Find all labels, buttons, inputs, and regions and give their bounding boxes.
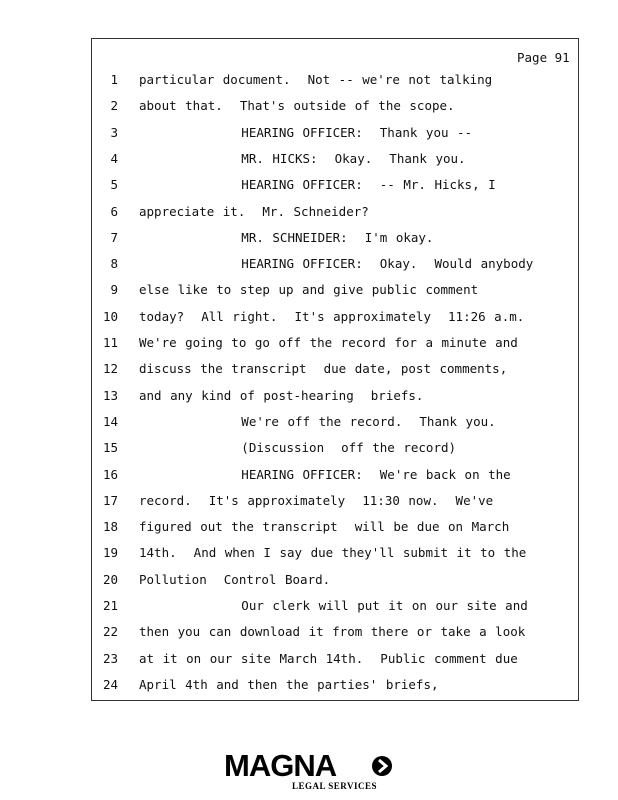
line-text: record. It's approximately 11:30 now. We've (139, 492, 494, 508)
transcript-line (0, 230, 618, 256)
transcript-line (0, 651, 618, 677)
page-number: Page 91 (517, 50, 570, 65)
transcript-line (0, 98, 618, 124)
transcript-line (0, 335, 618, 361)
line-text: April 4th and then the parties' briefs, (139, 676, 439, 692)
line-number: 20 (102, 571, 118, 587)
line-text: (Discussion off the record) (139, 440, 457, 456)
line-text: about that. That's outside of the scope. (139, 98, 455, 114)
line-number: 24 (102, 676, 118, 692)
chevron-circle-icon (371, 755, 393, 777)
line-number: 4 (110, 150, 118, 166)
line-text: and any kind of post-hearing briefs. (139, 387, 424, 403)
line-text: HEARING OFFICER: Okay. Would anybody (139, 256, 534, 272)
line-number: 5 (110, 177, 118, 193)
transcript-line (0, 519, 618, 545)
line-text: HEARING OFFICER: We're back on the (139, 466, 511, 482)
line-text: MR. SCHNEIDER: I'm okay. (139, 229, 434, 245)
transcript-line (0, 388, 618, 414)
transcript-line (0, 677, 618, 703)
transcript-line (0, 598, 618, 624)
line-number: 23 (102, 650, 118, 666)
transcript-line (0, 204, 618, 230)
line-number: 2 (110, 98, 118, 114)
transcript-line (0, 125, 618, 151)
transcript-line (0, 151, 618, 177)
transcript-line (0, 282, 618, 308)
transcript-line (0, 309, 618, 335)
line-text: particular document. Not -- we're not talking (139, 72, 493, 87)
line-text: then you can download it from there or take a look (139, 624, 526, 640)
magna-logo (224, 748, 396, 794)
line-number: 7 (110, 229, 118, 245)
transcript-line (0, 493, 618, 519)
line-number: 3 (110, 124, 118, 140)
line-text: appreciate it. Mr. Schneider? (139, 203, 369, 219)
logo-wordmark: MAGNA (224, 748, 337, 783)
line-number: 14 (102, 413, 118, 429)
line-number: 10 (102, 308, 118, 324)
transcript-line (0, 256, 618, 282)
line-text: discuss the transcript due date, post comments, (139, 361, 508, 377)
line-text: else like to step up and give public comment (139, 282, 479, 298)
transcript-line (0, 467, 618, 493)
line-number: 12 (102, 361, 118, 377)
transcript-line (0, 72, 618, 98)
line-number: 21 (102, 598, 118, 613)
line-number: 22 (102, 624, 118, 640)
line-number: 16 (102, 466, 118, 482)
transcript-line (0, 440, 618, 466)
transcript-line (0, 361, 618, 387)
line-number: 6 (110, 203, 118, 219)
line-text: Our clerk will put it on our site and (139, 598, 528, 613)
line-text: We're off the record. Thank you. (139, 413, 496, 429)
line-text: figured out the transcript will be due on March (139, 519, 510, 535)
line-number: 19 (102, 545, 118, 561)
line-text: We're going to go off the record for a minute and (139, 335, 518, 350)
line-text: HEARING OFFICER: -- Mr. Hicks, I (139, 177, 496, 193)
transcript-line (0, 624, 618, 650)
line-number: 9 (110, 282, 118, 298)
line-number: 11 (102, 335, 118, 350)
transcript-line (0, 177, 618, 203)
line-text: 14th. And when I say due they'll submit it to the (139, 545, 527, 561)
line-text: today? All right. It's approximately 11:26 a.m. (139, 308, 525, 324)
transcript-line (0, 414, 618, 440)
line-number: 17 (102, 492, 118, 508)
line-number: 13 (102, 387, 118, 403)
line-text: Pollution Control Board. (139, 571, 331, 587)
line-number: 15 (102, 440, 118, 456)
line-number: 18 (102, 519, 118, 535)
transcript-line (0, 572, 618, 598)
line-text: at it on our site March 14th. Public comment due (139, 650, 518, 666)
line-number: 1 (110, 72, 118, 87)
line-text: MR. HICKS: Okay. Thank you. (139, 150, 466, 166)
logo-subtitle: LEGAL SERVICES (292, 781, 377, 791)
line-number: 8 (110, 256, 118, 272)
line-text: HEARING OFFICER: Thank you -- (139, 124, 473, 140)
transcript-line (0, 545, 618, 571)
